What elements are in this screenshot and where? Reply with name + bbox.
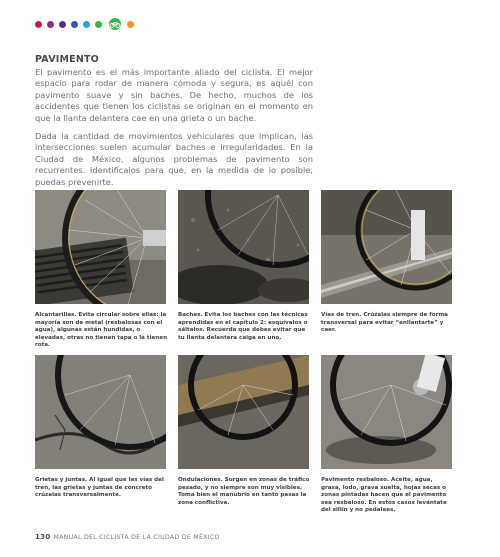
photo-storm-drain [35,190,166,304]
color-dot [127,21,134,28]
photo-train-tracks [321,190,452,304]
caption-cracks: Grietas y juntas. Al igual que las vías del tren, las grietas y juntas de concreto crúzalas transversalmente. [35,477,164,499]
caption-train-tracks: Vías de tren. Crúzalas siempre de forma transversal para evitar “enllantarte” y caer. [321,312,448,334]
photo-slippery-pavement [321,355,452,469]
section-title: PAVIMENTO [35,54,99,65]
page-number: 130 [35,533,51,541]
photo-undulations [178,355,309,469]
photo-pothole [178,190,309,304]
intersections-paragraph: Dada la cantidad de movimientos vehiculares que implican, las intersecciones suelen acumular baches e irregularidades. En la Ciudad de México, algunos problemas de pavimento son recurrentes. Identifícalos para que, en la medida de lo posible, puedas prevenirte. [35,131,313,187]
caption-undulations: Ondulaciones. Surgen en zonas de tráfico pesado, y no siempre son muy visibles. Toma bien el manubrio en tanto pasas la zona conflictiva. [178,477,310,506]
intro-paragraph: El pavimento es el más importante aliado del ciclista. El mejor espacio para rodar de manera cómoda y segura, es aquél con pavimento suave y sin baches. De hecho, muchos de los accidentes que tienen los ciclistas se originan en el momento en que la llanta delantera cae en una grieta o un bache. [35,67,313,123]
header-color-dots [35,19,139,29]
color-dot [71,21,78,28]
bicycle-icon [107,18,123,30]
caption-storm-drain: Alcantarillas. Evita circular sobre ellas: la mayoría son de metal (resbalosas con el agua), algunas están hundidas, o elevadas, otras no tienen tapa o la tienen rota. [35,312,168,349]
color-dot [95,21,102,28]
caption-pothole: Baches. Evita los baches con las técnicas aprendidas en el capítulo 2: esquívalos o sáltalos. Recuerda que debes evitar que tu llanta delantera caiga en uno. [178,312,308,341]
photo-cracks [35,355,166,469]
color-dot [59,21,66,28]
publication-title: MANUAL DEL CICLISTA DE LA CIUDAD DE MÉXICO [53,534,220,541]
color-dot [35,21,42,28]
color-dot [83,21,90,28]
caption-slippery-pavement: Pavimento resbaloso. Aceite, agua, grasa, lodo, grava suelta, hojas secas o zonas pintadas hacen que el pavimento sea resbaloso. En estos casos levántate del sillín y no pedalees. [321,477,447,514]
page-footer [35,533,220,541]
color-dot [47,21,54,28]
